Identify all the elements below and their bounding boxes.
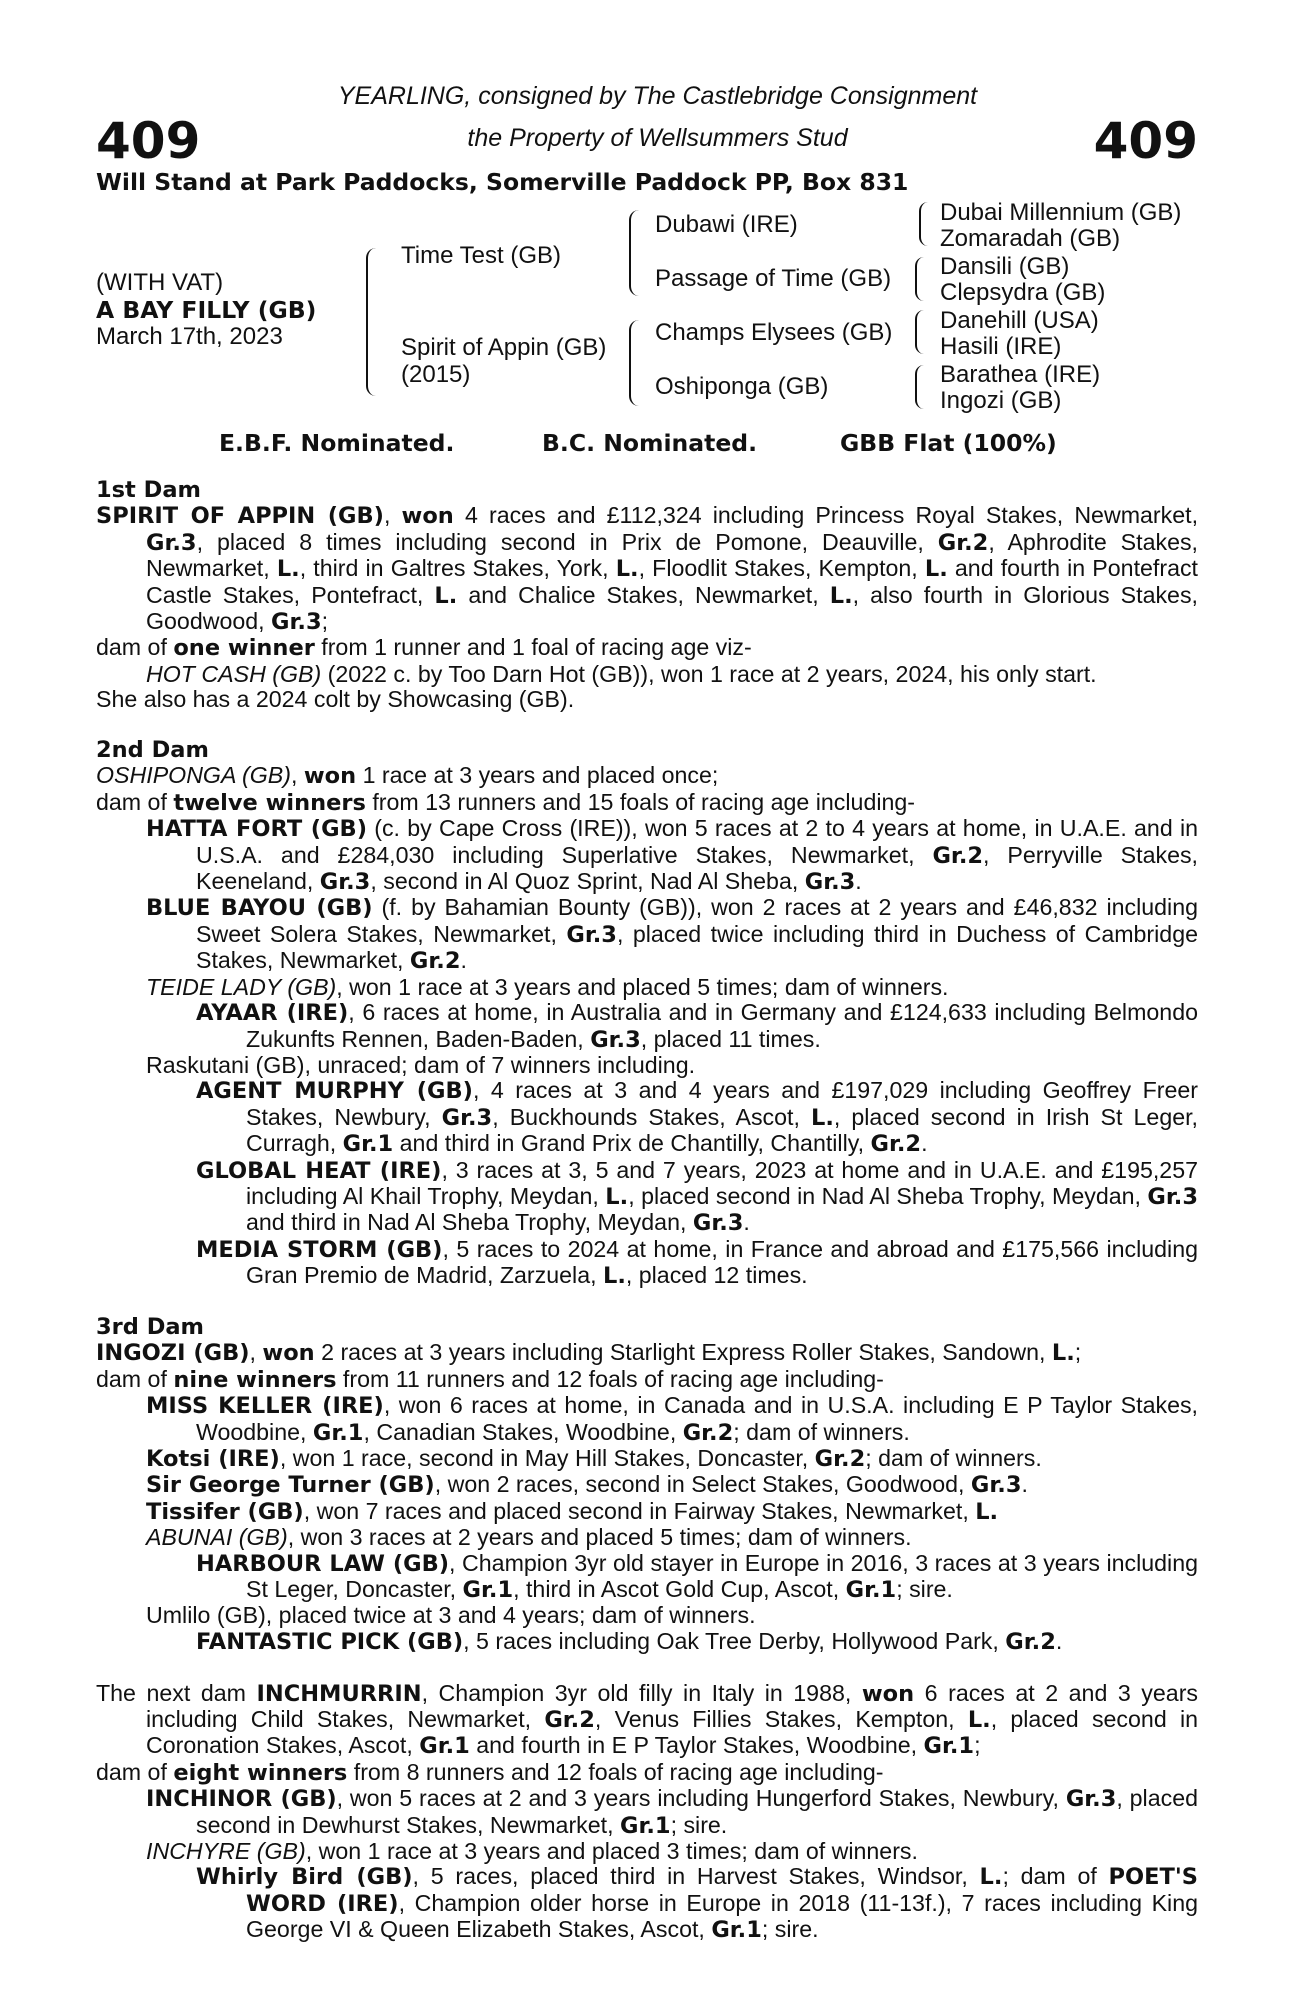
first-dam-heading: 1st Dam xyxy=(96,477,201,503)
gg-5: Danehill (USA) xyxy=(940,307,1099,334)
foaling-date: March 17th, 2023 xyxy=(96,323,283,350)
subject-brace xyxy=(366,248,378,396)
ss-brace xyxy=(919,202,928,246)
third-dam-heading: 3rd Dam xyxy=(96,1313,204,1340)
ebf-nomination: E.B.F. Nominated. xyxy=(219,429,455,457)
lot-number-left: 409 xyxy=(96,112,201,170)
gg-2: Zomaradah (GB) xyxy=(940,225,1121,252)
progeny-hot-cash: HOT CASH (GB) (2022 c. by Too Darn Hot (GB)), won 1 race at 2 years, 2024, his only start. xyxy=(146,660,1097,687)
gg-3: Dansili (GB) xyxy=(940,253,1070,280)
first-dam-record: SPIRIT OF APPIN (GB), won 4 races and £112,324 including Princess Royal Stakes, Newmarket, Gr.3, placed 8 times including second in Prix de Pomone, Deauville, Gr.2, Aphrodite Stakes, Newmarket, L., third in Galtres Stakes, York, L., Floodlit Stakes, Kempton, L. and fourth in Pontefract Castle Stakes, Pontefract, L. and Chalice Stakes, Newmarket, L., also fourth in Glorious Stakes, Goodwood, Gr.3; xyxy=(96,502,1199,636)
third-dam-record: INGOZI (GB), won 2 races at 3 years including Starlight Express Roller Stakes, Sandown, L.; xyxy=(96,1339,1082,1367)
lot-number-right: 409 xyxy=(1093,112,1198,170)
dam: Spirit of Appin (GB) xyxy=(401,334,607,361)
sire-sire: Dubawi (IRE) xyxy=(655,211,798,238)
sd-brace xyxy=(915,257,924,301)
second-dam-produce-summary: dam of twelve winners from 13 runners and 15 foals of racing age including- xyxy=(96,788,916,816)
first-dam-produce-summary: dam of one winner from 1 runner and 1 foal of racing age viz- xyxy=(96,634,752,662)
progeny-harbour-law: HARBOUR LAW (GB), Champion 3yr old stayer in Europe in 2016, 3 races at 3 years including St Leger, Doncaster, Gr.1, third in Ascot Gold Cup, Ascot, Gr.1; sire. xyxy=(196,1549,1198,1604)
dam-dam: Oshiponga (GB) xyxy=(655,373,829,400)
third-dam-produce-summary: dam of nine winners from 11 runners and 12 foals of racing age including- xyxy=(96,1365,884,1393)
gg-7: Barathea (IRE) xyxy=(940,361,1101,388)
dam-brace xyxy=(629,320,639,406)
property-line: the Property of Wellsummers Stud xyxy=(467,124,848,152)
gg-4: Clepsydra (GB) xyxy=(940,279,1106,306)
consignor-line: YEARLING, consigned by The Castlebridge Consignment xyxy=(337,82,978,110)
next-dam-record: The next dam INCHMURRIN, Champion 3yr old filly in Italy in 1988, won 6 races at 2 and 3 years including Child Stakes, Newmarket, Gr.2, Venus Fillies Stakes, Kempton, L., placed second in Coronation Stakes, Ascot, Gr.1 and fourth in E P Taylor Stakes, Woodbine, Gr.1; xyxy=(96,1679,1199,1760)
lot-name: A BAY FILLY (GB) xyxy=(96,296,317,324)
progeny-media-storm: MEDIA STORM (GB), 5 races to 2024 at home, in France and abroad and £175,566 including Gran Premio de Madrid, Zarzuela, L., placed 12 times. xyxy=(196,1235,1198,1290)
sire: Time Test (GB) xyxy=(401,242,562,269)
progeny-whirly-bird: Whirly Bird (GB), 5 races, placed third in Harvest Stakes, Windsor, L.; dam of POET'S WORD (IRE), Champion older horse in Europe in 2018 (11-13f.), 7 races including King George VI & Queen Elizabeth Stakes, Ascot, Gr.1; sire. xyxy=(196,1863,1198,1944)
progeny-fantastic-pick: FANTASTIC PICK (GB), 5 races including Oak Tree Derby, Hollywood Park, Gr.2. xyxy=(196,1627,1063,1655)
stand-location: Will Stand at Park Paddocks, Somerville Paddock PP, Box 831 xyxy=(96,168,909,196)
progeny-umlilo: Umlilo (GB), placed twice at 3 and 4 years; dam of winners. xyxy=(146,1602,756,1629)
second-dam-record: OSHIPONGA (GB), won 1 race at 3 years and placed once; xyxy=(96,762,719,790)
progeny-sir-george-turner: Sir George Turner (GB), won 2 races, second in Select Stakes, Goodwood, Gr.3. xyxy=(146,1471,1028,1499)
gg-1: Dubai Millennium (GB) xyxy=(940,199,1182,226)
progeny-tissifer: Tissifer (GB), won 7 races and placed second in Fairway Stakes, Newmarket, L. xyxy=(146,1497,999,1525)
progeny-abunai: ABUNAI (GB), won 3 races at 2 years and placed 5 times; dam of winners. xyxy=(146,1524,912,1551)
progeny-inchinor: INCHINOR (GB), won 5 races at 2 and 3 years including Hungerford Stakes, Newbury, Gr.3, placed second in Dewhurst Stakes, Newmarket, Gr.1; sire. xyxy=(146,1785,1198,1839)
next-dam-produce-summary: dam of eight winners from 8 runners and 12 foals of racing age including- xyxy=(96,1758,884,1786)
dam-sire: Champs Elysees (GB) xyxy=(655,319,893,346)
progeny-agent-murphy: AGENT MURPHY (GB), 4 races at 3 and 4 years and £197,029 including Geoffrey Freer Stakes, Newbury, Gr.3, Buckhounds Stakes, Ascot, L., placed second in Irish St Leger, Curragh, Gr.1 and third in Grand Prix de Chantilly, Chantilly, Gr.2. xyxy=(196,1077,1198,1158)
gg-8: Ingozi (GB) xyxy=(940,387,1062,414)
catalogue-body xyxy=(96,478,1198,1944)
progeny-inchyre: INCHYRE (GB), won 1 race at 3 years and placed 3 times; dam of winners. xyxy=(146,1838,918,1865)
gg-6: Hasili (IRE) xyxy=(940,333,1062,360)
ds-brace xyxy=(915,310,924,354)
sire-dam: Passage of Time (GB) xyxy=(655,265,892,292)
second-dam-heading: 2nd Dam xyxy=(96,737,209,764)
bc-nomination: B.C. Nominated. xyxy=(542,429,758,457)
progeny-raskutani: Raskutani (GB), unraced; dam of 7 winners including. xyxy=(146,1051,696,1078)
progeny-ayaar: AYAAR (IRE), 6 races at home, in Australia and in Germany and £124,633 including Belmondo Zukunfts Rennen, Baden-Baden, Gr.3, placed 11 times. xyxy=(196,999,1198,1053)
vat-note: (WITH VAT) xyxy=(96,269,224,296)
first-dam-note: She also has a 2024 colt by Showcasing (GB). xyxy=(96,686,575,713)
progeny-hatta-fort: HATTA FORT (GB) (c. by Cape Cross (IRE)), won 5 races at 2 to 4 years at home, in U.A.E. and in U.S.A. and £284,030 including Superlative Stakes, Newmarket, Gr.2, Perryville Stakes, Keeneland, Gr.3, second in Al Quoz Sprint, Nad Al Sheba, Gr.3. xyxy=(146,815,1199,896)
progeny-kotsi: Kotsi (IRE), won 1 race, second in May Hill Stakes, Doncaster, Gr.2; dam of winners. xyxy=(146,1445,1042,1472)
dd-brace xyxy=(915,365,924,409)
dam-year: (2015) xyxy=(401,361,471,388)
progeny-global-heat: GLOBAL HEAT (IRE), 3 races at 3, 5 and 7 years, 2023 at home and in U.A.E. and £195,257 including Al Khail Trophy, Meydan, L., placed second in Nad Al Sheba Trophy, Meydan, Gr.3 and third in Nad Al Sheba Trophy, Meydan, Gr.3. xyxy=(196,1156,1198,1237)
progeny-miss-keller: MISS KELLER (IRE), won 6 races at home, in Canada and in U.S.A. including E P Taylor Stakes, Woodbine, Gr.1, Canadian Stakes, Woodbine, Gr.2; dam of winners. xyxy=(146,1392,1198,1446)
sire-brace xyxy=(629,210,639,296)
progeny-blue-bayou: BLUE BAYOU (GB) (f. by Bahamian Bounty (GB)), won 2 races at 2 years and £46,832 including Sweet Solera Stakes, Newmarket, Gr.3, placed twice including third in Duchess of Cambridge Stakes, Newmarket, Gr.2. xyxy=(146,894,1198,975)
gbb-status: GBB Flat (100%) xyxy=(840,429,1057,457)
progeny-teide-lady: TEIDE LADY (GB), won 1 race at 3 years and placed 5 times; dam of winners. xyxy=(146,973,949,1000)
